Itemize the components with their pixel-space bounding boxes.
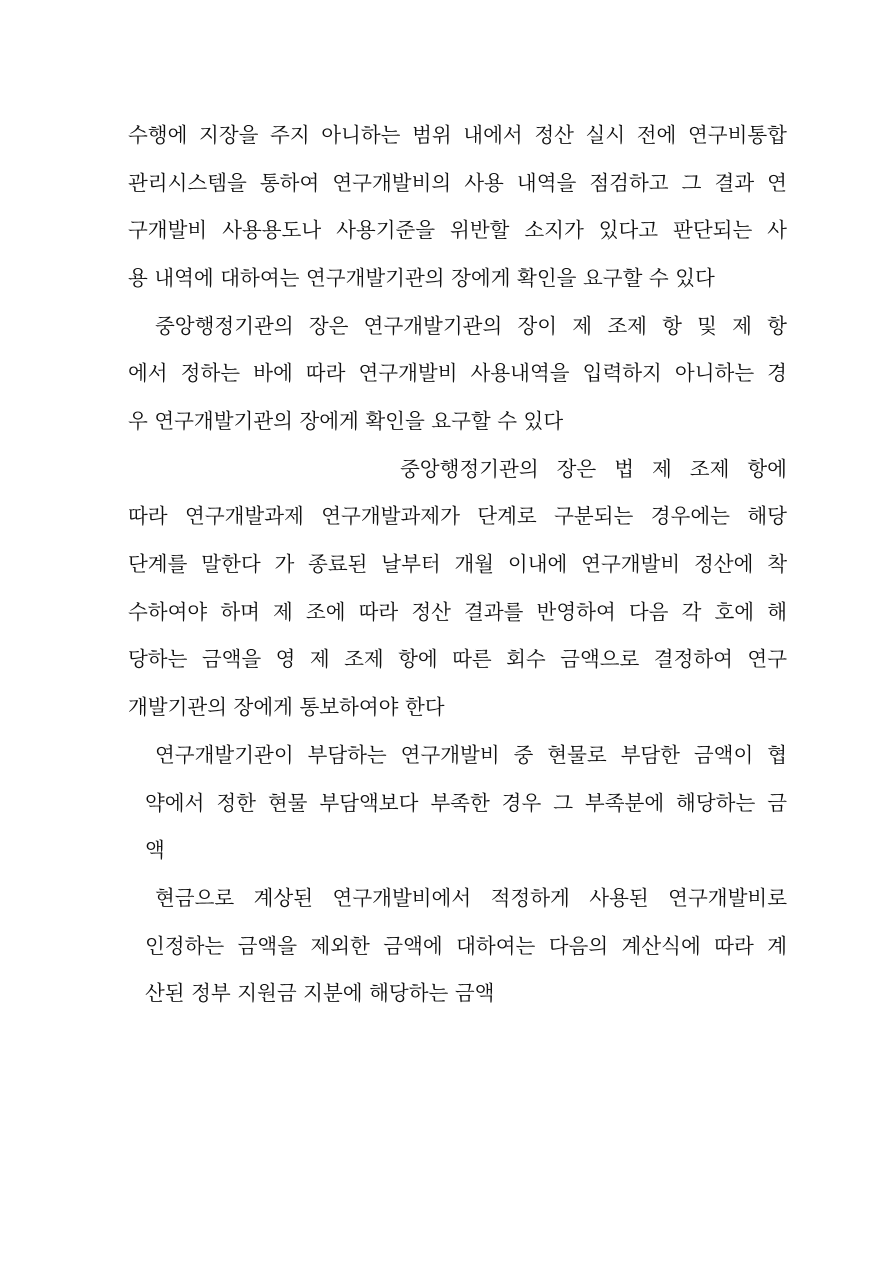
text-line: 따라 연구개발과제 연구개발과제가 단계로 구분되는 경우에는 해당 xyxy=(128,504,787,528)
text-line: 구개발비 사용용도나 사용기준을 위반할 소지가 있다고 판단되는 사 xyxy=(128,218,787,242)
text-line: 관리시스템을 통하여 연구개발비의 사용 내역을 점검하고 그 결과 연 xyxy=(128,171,787,195)
list-item-line: 연구개발기관이 부담하는 연구개발비 중 현물로 부담한 금액이 협 xyxy=(155,743,787,767)
text-line: 용 내역에 대하여는 연구개발기관의 장에게 확인을 요구할 수 있다 xyxy=(128,266,715,290)
text-line: 우 연구개발기관의 장에게 확인을 요구할 수 있다 xyxy=(128,409,564,433)
list-item-line: 약에서 정한 현물 부담액보다 부족한 경우 그 부족분에 해당하는 금 xyxy=(145,791,787,815)
list-item-line: 인정하는 금액을 제외한 금액에 대하여는 다음의 계산식에 따라 계 xyxy=(145,934,787,958)
text-line: 개발기관의 장에게 통보하여야 한다 xyxy=(128,695,445,719)
text-line: 수하여야 하며 제 조에 따라 정산 결과를 반영하여 다음 각 호에 해 xyxy=(128,600,787,624)
text-line: 중앙행정기관의 장은 법 제 조제 항에 xyxy=(400,457,787,481)
list-item-line: 현금으로 계상된 연구개발비에서 적정하게 사용된 연구개발비로 xyxy=(155,886,787,910)
list-item-line: 액 xyxy=(145,838,165,862)
text-line: 에서 정하는 바에 따라 연구개발비 사용내역을 입력하지 아니하는 경 xyxy=(128,361,787,385)
text-line: 당하는 금액을 영 제 조제 항에 따른 회수 금액으로 결정하여 연구 xyxy=(128,647,787,671)
text-line: 중앙행정기관의 장은 연구개발기관의 장이 제 조제 항 및 제 항 xyxy=(155,314,787,338)
text-line: 단계를 말한다 가 종료된 날부터 개월 이내에 연구개발비 정산에 착 xyxy=(128,552,787,576)
list-item-line: 산된 정부 지원금 지분에 해당하는 금액 xyxy=(145,981,495,1005)
text-line: 수행에 지장을 주지 아니하는 범위 내에서 정산 실시 전에 연구비통합 xyxy=(128,123,787,147)
